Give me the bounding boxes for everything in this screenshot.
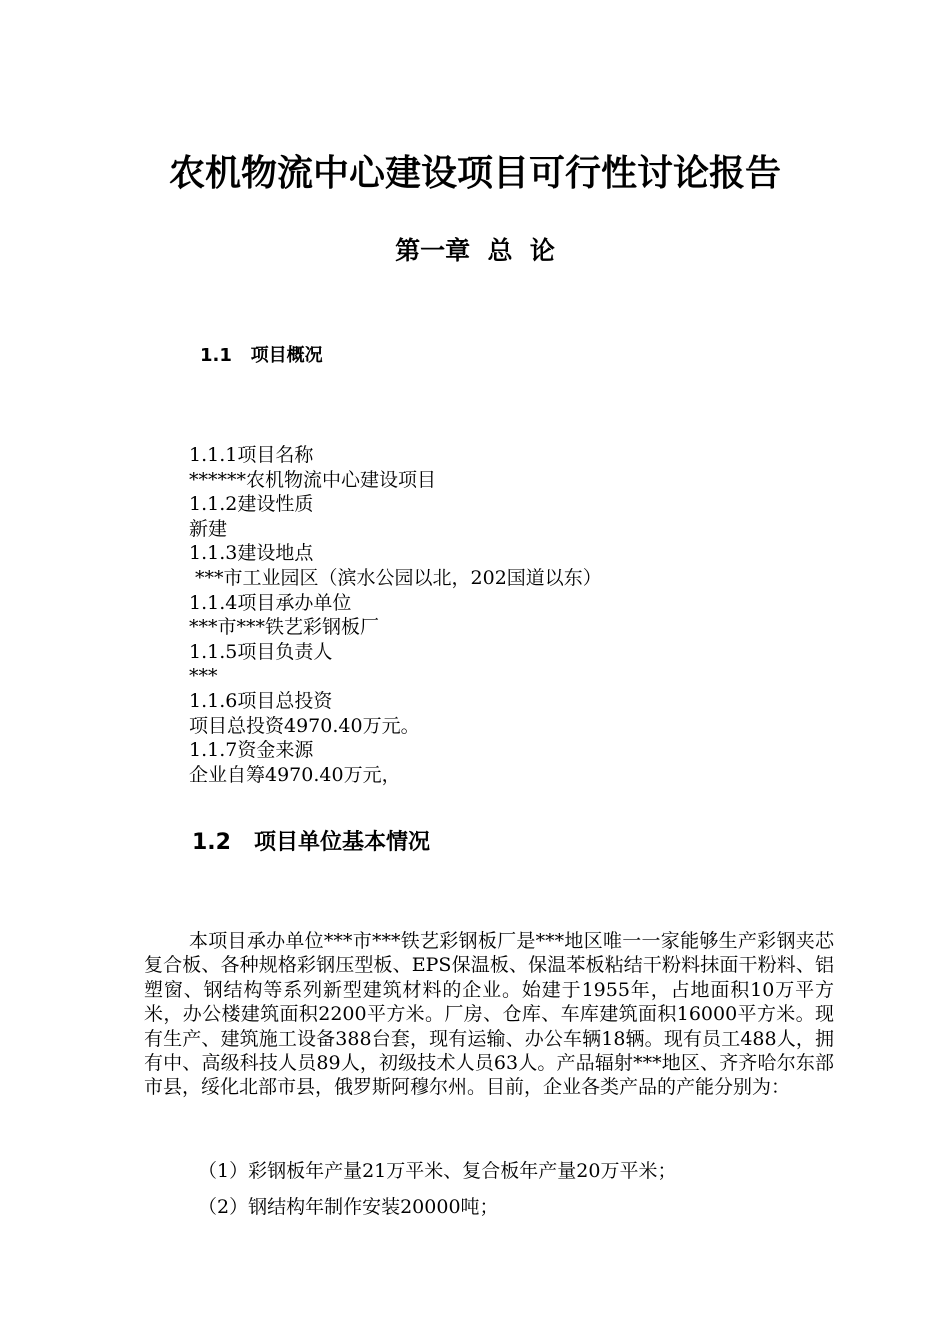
overview-value-project-name: ******农机物流中心建设项目: [189, 468, 437, 491]
capacity-item-2: （2）钢结构年制作安装20000吨；: [198, 1196, 499, 1218]
overview-value-undertaking-unit: ***市***铁艺彩钢板厂: [189, 616, 380, 639]
overview-label-construction-nature: 1.1.2建设性质: [189, 493, 314, 516]
document-title: 农机物流中心建设项目可行性讨论报告: [168, 153, 781, 194]
overview-value-construction-site: ***市工业园区（滨水公园以北，202国道以东）: [189, 566, 602, 589]
section-heading-1-2: 1.2 项目单位基本情况: [192, 830, 430, 855]
overview-value-funding-source: 企业自筹4970.40万元，: [189, 763, 401, 786]
section-heading-1-1: 1.1 项目概况: [200, 345, 323, 366]
overview-label-construction-site: 1.1.3建设地点: [189, 542, 314, 565]
project-overview-list: [189, 443, 602, 787]
overview-label-total-investment: 1.1.6项目总投资: [189, 689, 333, 712]
unit-description-paragraph: 本项目承办单位***市***铁艺彩钢板厂是***地区唯一一家能够生产彩钢夹芯复合板、各种规格彩钢压型板、EPS保温板、保温苯板粘结干粉料抹面干粉料、铝塑窗、钢结构等系列新型建筑材料的企业。始建于1955年，占地面积10万平方米，办公楼建筑面积2200平方米。厂房、仓库、车库建筑面积16000平方米。现有生产、建筑施工设备388台套，现有运输、办公车辆18辆。现有员工488人，拥有中、高级科技人员89人，初级技术人员63人。产品辐射***地区、齐齐哈尔东部市县，绥化北部市县，俄罗斯阿穆尔州。目前，企业各类产品的产能分别为：: [144, 930, 834, 1099]
overview-label-funding-source: 1.1.7资金来源: [189, 739, 314, 762]
chapter-title: 第一章 总 论: [395, 236, 555, 265]
capacity-item-1: （1）彩钢板年产量21万平米、复合板年产量20万平米；: [198, 1160, 677, 1182]
overview-label-project-name: 1.1.1项目名称: [189, 444, 314, 466]
overview-value-construction-nature: 新建: [189, 517, 228, 540]
overview-label-project-leader: 1.1.5项目负责人: [189, 640, 333, 663]
overview-value-project-leader: ***: [189, 665, 218, 688]
overview-label-undertaking-unit: 1.1.4项目承办单位: [189, 591, 352, 614]
overview-value-total-investment: 项目总投资4970.40万元。: [189, 714, 420, 737]
